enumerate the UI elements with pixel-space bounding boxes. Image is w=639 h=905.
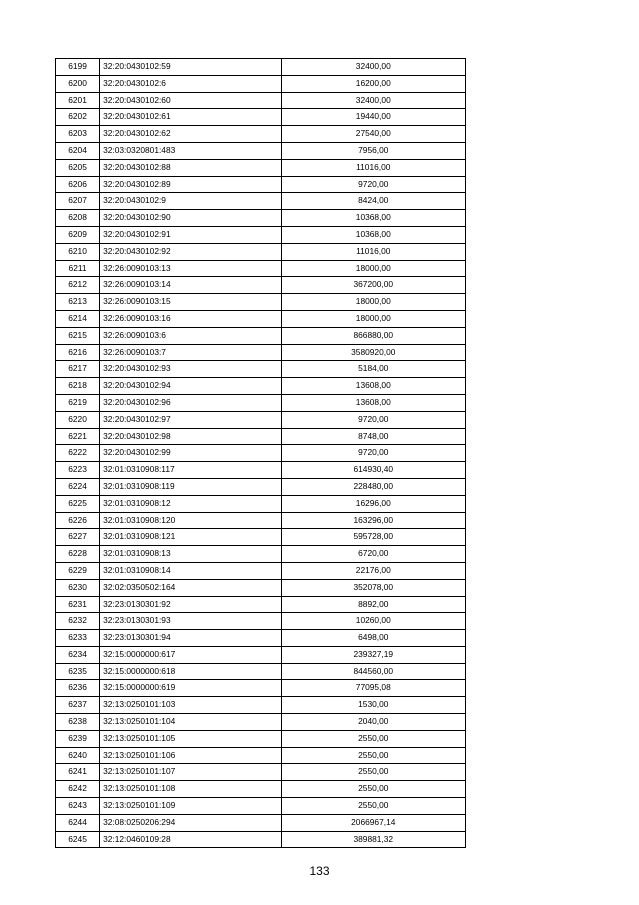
cadastral-number-cell: 32:02:0350502:164 [100,579,281,596]
cadastral-number-cell: 32:20:0430102:97 [100,411,281,428]
value-cell: 13608,00 [281,378,465,395]
value-cell: 2550,00 [281,764,465,781]
table-row [56,814,466,831]
cadastral-number-cell: 32:13:0250101:108 [100,781,281,798]
value-cell: 22176,00 [281,562,465,579]
cadastral-number-cell: 32:13:0250101:106 [100,747,281,764]
row-number-cell: 6212 [56,277,100,294]
value-cell: 8748,00 [281,428,465,445]
cadastral-number-cell: 32:15:0000000:619 [100,680,281,697]
table-row [56,243,466,260]
table-row [56,697,466,714]
cadastral-number-cell: 32:20:0430102:61 [100,109,281,126]
table-row [56,193,466,210]
value-cell: 2040,00 [281,714,465,731]
cadastral-number-cell: 32:20:0430102:88 [100,159,281,176]
table-row [56,327,466,344]
row-number-cell: 6227 [56,529,100,546]
cadastral-number-cell: 32:26:0090103:13 [100,260,281,277]
value-cell: 27540,00 [281,126,465,143]
row-number-cell: 6205 [56,159,100,176]
table-row [56,445,466,462]
row-number-cell: 6224 [56,478,100,495]
value-cell: 2066967,14 [281,814,465,831]
table-row [56,294,466,311]
table-row [56,142,466,159]
value-cell: 9720,00 [281,445,465,462]
table-row [56,646,466,663]
value-cell: 8892,00 [281,596,465,613]
table-row [56,764,466,781]
table-row [56,546,466,563]
table-row [56,428,466,445]
cadastral-number-cell: 32:26:0090103:16 [100,310,281,327]
table-row [56,529,466,546]
row-number-cell: 6237 [56,697,100,714]
row-number-cell: 6209 [56,226,100,243]
value-cell: 866880,00 [281,327,465,344]
row-number-cell: 6206 [56,176,100,193]
page-number: 133 [309,864,330,878]
table-row [56,92,466,109]
table-row [56,411,466,428]
row-number-cell: 6231 [56,596,100,613]
row-number-cell: 6207 [56,193,100,210]
value-cell: 2550,00 [281,730,465,747]
row-number-cell: 6203 [56,126,100,143]
row-number-cell: 6245 [56,831,100,848]
cadastral-number-cell: 32:15:0000000:617 [100,646,281,663]
cadastral-number-cell: 32:13:0250101:104 [100,714,281,731]
value-cell: 16296,00 [281,495,465,512]
table-row [56,109,466,126]
row-number-cell: 6225 [56,495,100,512]
row-number-cell: 6210 [56,243,100,260]
row-number-cell: 6201 [56,92,100,109]
cadastral-number-cell: 32:01:0310908:120 [100,512,281,529]
value-cell: 367200,00 [281,277,465,294]
row-number-cell: 6230 [56,579,100,596]
table-row [56,579,466,596]
row-number-cell: 6218 [56,378,100,395]
value-cell: 19440,00 [281,109,465,126]
value-cell: 2550,00 [281,798,465,815]
value-cell: 2550,00 [281,781,465,798]
value-cell: 11016,00 [281,159,465,176]
row-number-cell: 6204 [56,142,100,159]
value-cell: 9720,00 [281,411,465,428]
cadastral-number-cell: 32:20:0430102:94 [100,378,281,395]
value-cell: 595728,00 [281,529,465,546]
table-row [56,495,466,512]
cadastral-number-cell: 32:01:0310908:121 [100,529,281,546]
cadastral-number-cell: 32:12:0460109:28 [100,831,281,848]
value-cell: 389881,32 [281,831,465,848]
cadastral-number-cell: 32:01:0310908:13 [100,546,281,563]
table-row [56,478,466,495]
table-row [56,226,466,243]
row-number-cell: 6200 [56,75,100,92]
table-row [56,663,466,680]
value-cell: 9720,00 [281,176,465,193]
value-cell: 13608,00 [281,394,465,411]
table-row [56,59,466,76]
value-cell: 3580920,00 [281,344,465,361]
value-cell: 844560,00 [281,663,465,680]
table-row [56,730,466,747]
cadastral-number-cell: 32:26:0090103:14 [100,277,281,294]
table-row [56,630,466,647]
row-number-cell: 6216 [56,344,100,361]
table-row [56,781,466,798]
table-row [56,260,466,277]
cadastral-number-cell: 32:26:0090103:6 [100,327,281,344]
row-number-cell: 6235 [56,663,100,680]
value-cell: 163296,00 [281,512,465,529]
cadastral-number-cell: 32:01:0310908:12 [100,495,281,512]
row-number-cell: 6239 [56,730,100,747]
table-row [56,831,466,848]
value-cell: 18000,00 [281,310,465,327]
row-number-cell: 6236 [56,680,100,697]
value-cell: 77095,08 [281,680,465,697]
table-row [56,613,466,630]
value-cell: 352078,00 [281,579,465,596]
value-cell: 18000,00 [281,260,465,277]
cadastral-number-cell: 32:20:0430102:92 [100,243,281,260]
value-cell: 614930,40 [281,462,465,479]
table-row [56,798,466,815]
value-cell: 10260,00 [281,613,465,630]
cadastral-number-cell: 32:20:0430102:91 [100,226,281,243]
cadastral-number-cell: 32:23:0130301:94 [100,630,281,647]
cadastral-number-cell: 32:20:0430102:9 [100,193,281,210]
table-row [56,176,466,193]
table-row [56,714,466,731]
table-row [56,394,466,411]
table-row [56,310,466,327]
table-row [56,378,466,395]
row-number-cell: 6223 [56,462,100,479]
cadastral-number-cell: 32:23:0130301:93 [100,613,281,630]
cadastral-number-cell: 32:08:0250206:294 [100,814,281,831]
table-row [56,562,466,579]
row-number-cell: 6226 [56,512,100,529]
value-cell: 10368,00 [281,210,465,227]
row-number-cell: 6199 [56,59,100,76]
cadastral-number-cell: 32:13:0250101:103 [100,697,281,714]
row-number-cell: 6221 [56,428,100,445]
row-number-cell: 6202 [56,109,100,126]
row-number-cell: 6233 [56,630,100,647]
value-cell: 228480,00 [281,478,465,495]
value-cell: 1530,00 [281,697,465,714]
value-cell: 32400,00 [281,92,465,109]
cadastral-number-cell: 32:20:0430102:90 [100,210,281,227]
value-cell: 2550,00 [281,747,465,764]
value-cell: 16200,00 [281,75,465,92]
cadastral-number-cell: 32:20:0430102:60 [100,92,281,109]
value-cell: 7956,00 [281,142,465,159]
cadastral-number-cell: 32:20:0430102:99 [100,445,281,462]
cadastral-number-cell: 32:13:0250101:105 [100,730,281,747]
cadastral-number-cell: 32:20:0430102:6 [100,75,281,92]
table-row [56,126,466,143]
row-number-cell: 6222 [56,445,100,462]
row-number-cell: 6240 [56,747,100,764]
cadastral-number-cell: 32:20:0430102:93 [100,361,281,378]
row-number-cell: 6213 [56,294,100,311]
row-number-cell: 6232 [56,613,100,630]
table-row [56,462,466,479]
row-number-cell: 6229 [56,562,100,579]
row-number-cell: 6242 [56,781,100,798]
value-cell: 239327,19 [281,646,465,663]
cadastral-number-cell: 32:01:0310908:14 [100,562,281,579]
cadastral-number-cell: 32:01:0310908:119 [100,478,281,495]
row-number-cell: 6211 [56,260,100,277]
table-row [56,344,466,361]
row-number-cell: 6220 [56,411,100,428]
cadastral-number-cell: 32:20:0430102:89 [100,176,281,193]
cadastral-value-table [55,58,466,848]
table-row [56,210,466,227]
table-row [56,277,466,294]
table-row [56,361,466,378]
table-body [56,59,466,848]
cadastral-number-cell: 32:26:0090103:7 [100,344,281,361]
cadastral-number-cell: 32:13:0250101:107 [100,764,281,781]
table-row [56,159,466,176]
row-number-cell: 6243 [56,798,100,815]
table-row [56,596,466,613]
value-cell: 32400,00 [281,59,465,76]
value-cell: 10368,00 [281,226,465,243]
cadastral-number-cell: 32:23:0130301:92 [100,596,281,613]
cadastral-number-cell: 32:20:0430102:59 [100,59,281,76]
value-cell: 11016,00 [281,243,465,260]
value-cell: 18000,00 [281,294,465,311]
row-number-cell: 6214 [56,310,100,327]
value-cell: 6498,00 [281,630,465,647]
row-number-cell: 6215 [56,327,100,344]
value-cell: 8424,00 [281,193,465,210]
row-number-cell: 6238 [56,714,100,731]
cadastral-number-cell: 32:26:0090103:15 [100,294,281,311]
cadastral-number-cell: 32:20:0430102:96 [100,394,281,411]
table-row [56,680,466,697]
row-number-cell: 6228 [56,546,100,563]
cadastral-number-cell: 32:15:0000000:618 [100,663,281,680]
value-cell: 6720,00 [281,546,465,563]
value-cell: 5184,00 [281,361,465,378]
cadastral-number-cell: 32:03:0320801:483 [100,142,281,159]
row-number-cell: 6208 [56,210,100,227]
row-number-cell: 6244 [56,814,100,831]
table-row [56,512,466,529]
cadastral-table-container [55,58,466,848]
row-number-cell: 6219 [56,394,100,411]
cadastral-number-cell: 32:20:0430102:62 [100,126,281,143]
row-number-cell: 6241 [56,764,100,781]
cadastral-number-cell: 32:13:0250101:109 [100,798,281,815]
cadastral-number-cell: 32:20:0430102:98 [100,428,281,445]
cadastral-number-cell: 32:01:0310908:117 [100,462,281,479]
table-row [56,747,466,764]
table-row [56,75,466,92]
row-number-cell: 6217 [56,361,100,378]
row-number-cell: 6234 [56,646,100,663]
